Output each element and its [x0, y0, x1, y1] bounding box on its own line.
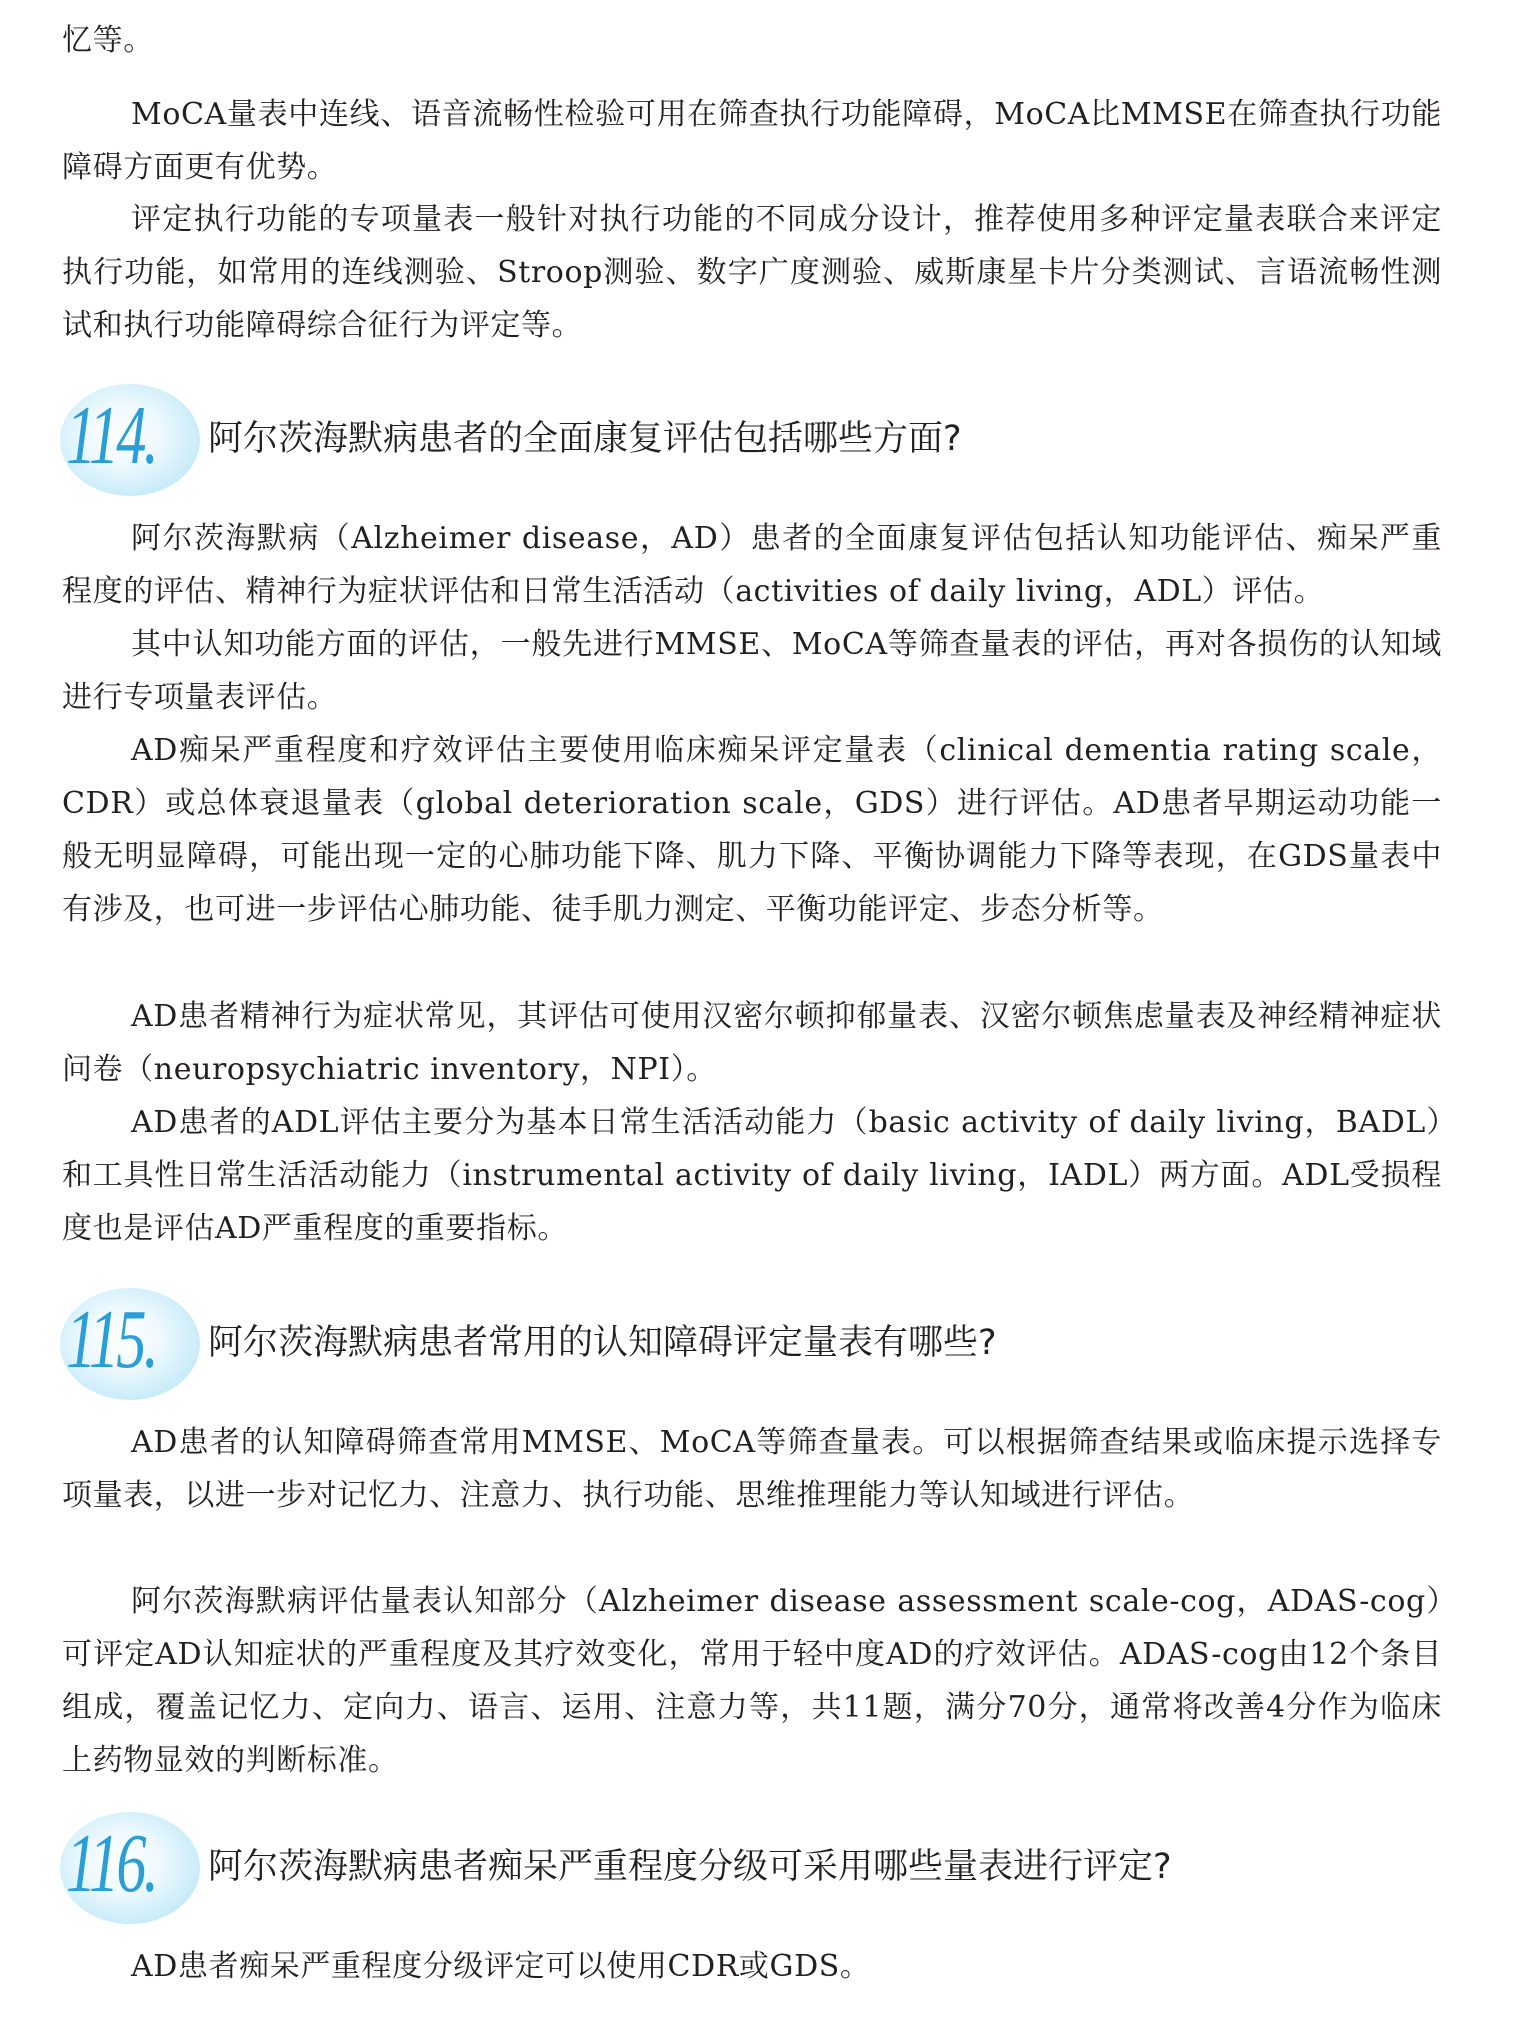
question-number-badge [56, 382, 206, 498]
question-title: 阿尔茨海默病患者痴呆严重程度分级可采用哪些量表进行评定? [208, 1847, 1172, 1887]
question-title: 阿尔茨海默病患者常用的认知障碍评定量表有哪些? [208, 1323, 997, 1363]
question-heading-115 [56, 1286, 1496, 1402]
question-title: 阿尔茨海默病患者的全面康复评估包括哪些方面? [208, 419, 962, 459]
paragraph-q116-1: AD患者痴呆严重程度分级评定可以使用CDR或GDS。 [131, 1949, 871, 1984]
paragraph-q115-2: 阿尔茨海默病评估量表认知部分（Alzheimer disease assessment scale-cog，ADAS-cog）可评定AD认知症状的严重程度及其疗效变化，常用于轻中度AD的疗效评估。ADAS-cog由12个条目组成，覆盖记忆力、定向力、语言、运用、注意力等，共11题，满分70分，通常将改善4分作为临床上药物显效的判断标准。 [62, 1584, 1442, 1778]
question-number: 115. [66, 1293, 156, 1386]
question-heading-116 [56, 1810, 1496, 1926]
paragraph-q114-1: 阿尔茨海默病（Alzheimer disease，AD）患者的全面康复评估包括认知功能评估、痴呆严重程度的评估、精神行为症状评估和日常生活活动（activities of daily living，ADL）评估。 [62, 521, 1442, 609]
paragraph-executive-scales: 评定执行功能的专项量表一般针对执行功能的不同成分设计，推荐使用多种评定量表联合来评定执行功能，如常用的连线测验、Stroop测验、数字广度测验、威斯康星卡片分类测试、言语流畅性测试和执行功能障碍综合征行为评定等。 [62, 202, 1442, 343]
paragraph-q114-2: 其中认知功能方面的评估，一般先进行MMSE、MoCA等筛查量表的评估，再对各损伤的认知域进行专项量表评估。 [62, 627, 1442, 715]
question-number: 114. [66, 389, 156, 482]
paragraph-q114-5: AD患者的ADL评估主要分为基本日常生活活动能力（basic activity of daily living，BADL）和工具性日常生活活动能力（instrumental activity of daily living，IADL）两方面。ADL受损程度也是评估AD严重程度的重要指标。 [62, 1105, 1442, 1246]
paragraph-q114-3: AD痴呆严重程度和疗效评估主要使用临床痴呆评定量表（clinical dementia rating scale，CDR）或总体衰退量表（global deterioration scale，GDS）进行评估。AD患者早期运动功能一般无明显障碍，可能出现一定的心肺功能下降、肌力下降、平衡协调能力下降等表现，在GDS量表中有涉及，也可进一步评估心肺功能、徒手肌力测定、平衡功能评定、步态分析等。 [62, 733, 1442, 927]
paragraph-q115-1: AD患者的认知障碍筛查常用MMSE、MoCA等筛查量表。可以根据筛查结果或临床提示选择专项量表，以进一步对记忆力、注意力、执行功能、思维推理能力等认知域进行评估。 [62, 1425, 1442, 1513]
question-heading-114 [56, 382, 1496, 498]
paragraph-moca-executive: MoCA量表中连线、语音流畅性检验可用在筛查执行功能障碍，MoCA比MMSE在筛查执行功能障碍方面更有优势。 [62, 97, 1442, 185]
paragraph-q114-4: AD患者精神行为症状常见，其评估可使用汉密尔顿抑郁量表、汉密尔顿焦虑量表及神经精神症状问卷（neuropsychiatric inventory，NPI）。 [62, 999, 1442, 1087]
question-number-badge [56, 1810, 206, 1926]
paragraph-continuation: 忆等。 [62, 23, 154, 58]
question-number: 116. [66, 1817, 156, 1910]
question-number-badge [56, 1286, 206, 1402]
